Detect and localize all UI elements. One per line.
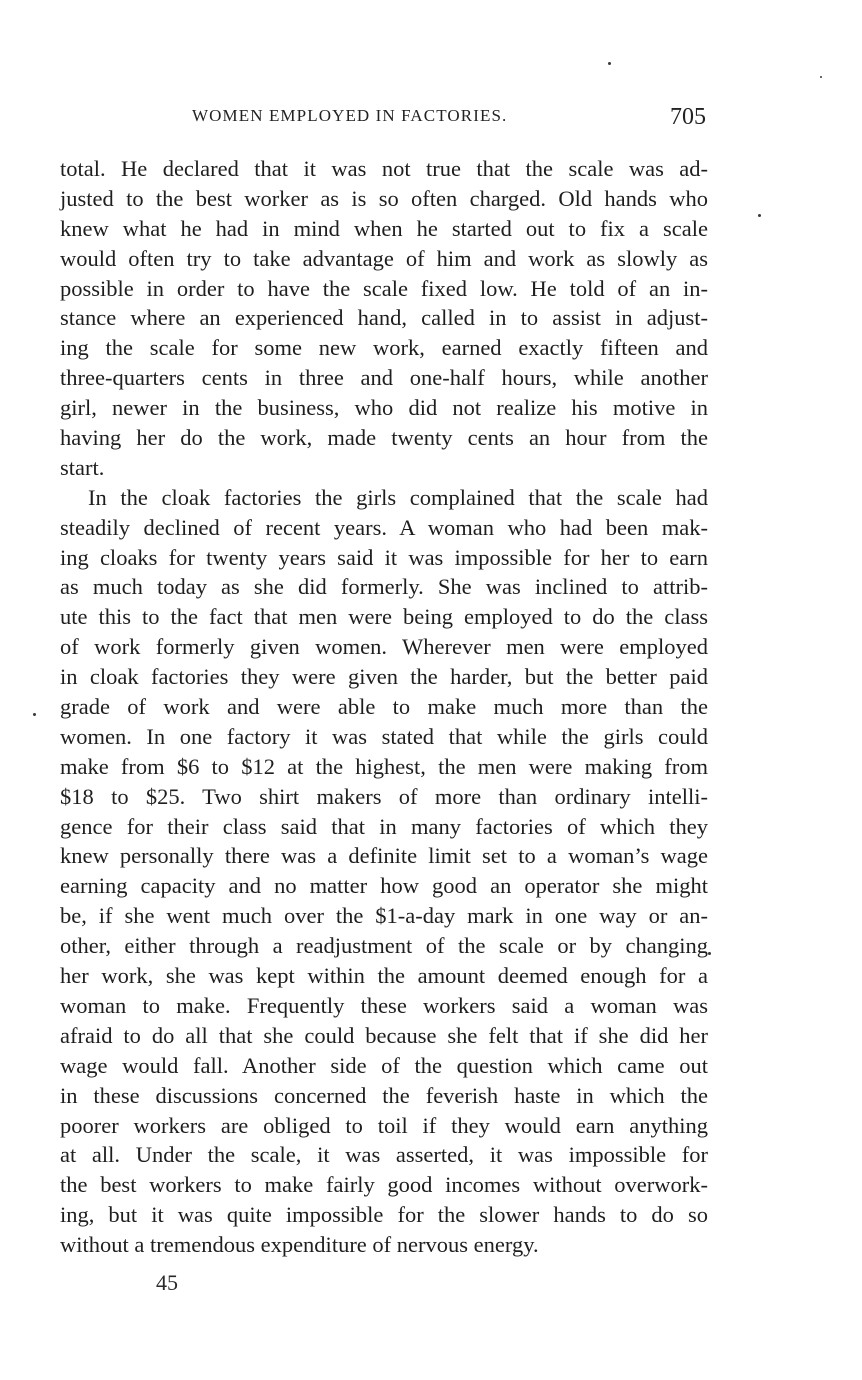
text-line: having her do the work, made twenty cents an hour from the — [60, 425, 708, 451]
scan-speck — [820, 76, 822, 78]
text-line: justed to the best worker as is so often charged. Old hands who — [60, 185, 708, 211]
text-line: total. He declared that it was not true that the scale was ad- — [60, 156, 708, 181]
text-line: as much today as she did formerly. She was inclined to attrib- — [60, 574, 708, 600]
text-line: ing cloaks for twenty years said it was impossible for her to earn — [60, 544, 708, 570]
text-line: ing, but it was quite impossible for the slower hands to do so — [60, 1202, 708, 1228]
text-line: knew personally there was a definite limit set to a woman’s wage — [60, 843, 708, 869]
text-line: girl, newer in the business, who did not realize his motive in — [60, 395, 708, 421]
scan-speck — [608, 62, 611, 65]
text-line: knew what he had in mind when he started out to fix a scale — [60, 215, 708, 241]
page-number: 705 — [670, 104, 706, 130]
text-line: $18 to $25. Two shirt makers of more than ordinary intelli- — [60, 783, 708, 809]
text-line: of work formerly given women. Wherever men were employed — [60, 634, 708, 660]
text-line: be, if she went much over the $1-a-day mark in one way or an- — [60, 903, 708, 929]
running-head: WOMEN EMPLOYED IN FACTORIES. — [192, 106, 508, 125]
paragraph-end-line: start. — [60, 454, 105, 480]
text-line: make from $6 to $12 at the highest, the men were making from — [60, 753, 708, 779]
paragraph-start-line: In the cloak factories the girls complained that the scale had — [88, 484, 708, 510]
text-line: grade of work and were able to make much more than the — [60, 694, 708, 720]
text-line: would often try to take advantage of him and work as slowly as — [60, 245, 708, 271]
text-line: her work, she was kept within the amount deemed enough for a — [60, 963, 708, 989]
text-line: ing the scale for some new work, earned exactly fifteen and — [60, 335, 708, 361]
text-line: wage would fall. Another side of the question which came out — [60, 1052, 708, 1078]
text-line: at all. Under the scale, it was asserted, it was impossible for — [60, 1142, 708, 1168]
text-line: steadily declined of recent years. A woman who had been mak- — [60, 514, 708, 540]
text-line: woman to make. Frequently these workers said a woman was — [60, 992, 708, 1018]
signature-mark: 45 — [156, 1270, 178, 1295]
body-text — [60, 154, 708, 1260]
text-line: in cloak factories they were given the harder, but the better paid — [60, 664, 708, 690]
text-line: afraid to do all that she could because she felt that if she did her — [60, 1022, 708, 1048]
scan-speck — [33, 713, 36, 716]
text-line: earning capacity and no matter how good an operator she might — [60, 873, 708, 899]
text-line: stance where an experienced hand, called in to assist in adjust- — [60, 305, 708, 331]
paragraph-end-line: without a tremendous expenditure of nervous energy. — [60, 1232, 539, 1258]
text-line: three-quarters cents in three and one-half hours, while another — [60, 365, 708, 391]
scan-speck — [758, 214, 761, 217]
text-line: poorer workers are obliged to toil if they would earn anything — [60, 1112, 708, 1138]
text-line: the best workers to make fairly good incomes without overwork- — [60, 1172, 708, 1198]
text-line: possible in order to have the scale fixed low. He told of an in- — [60, 275, 708, 301]
text-line: other, either through a readjustment of the scale or by changing — [60, 933, 708, 959]
scan-speck — [708, 952, 711, 955]
text-line: women. In one factory it was stated that while the girls could — [60, 723, 708, 749]
text-line: gence for their class said that in many factories of which they — [60, 813, 708, 839]
text-line: ute this to the fact that men were being employed to do the class — [60, 604, 708, 630]
text-line: in these discussions concerned the feverish haste in which the — [60, 1082, 708, 1108]
